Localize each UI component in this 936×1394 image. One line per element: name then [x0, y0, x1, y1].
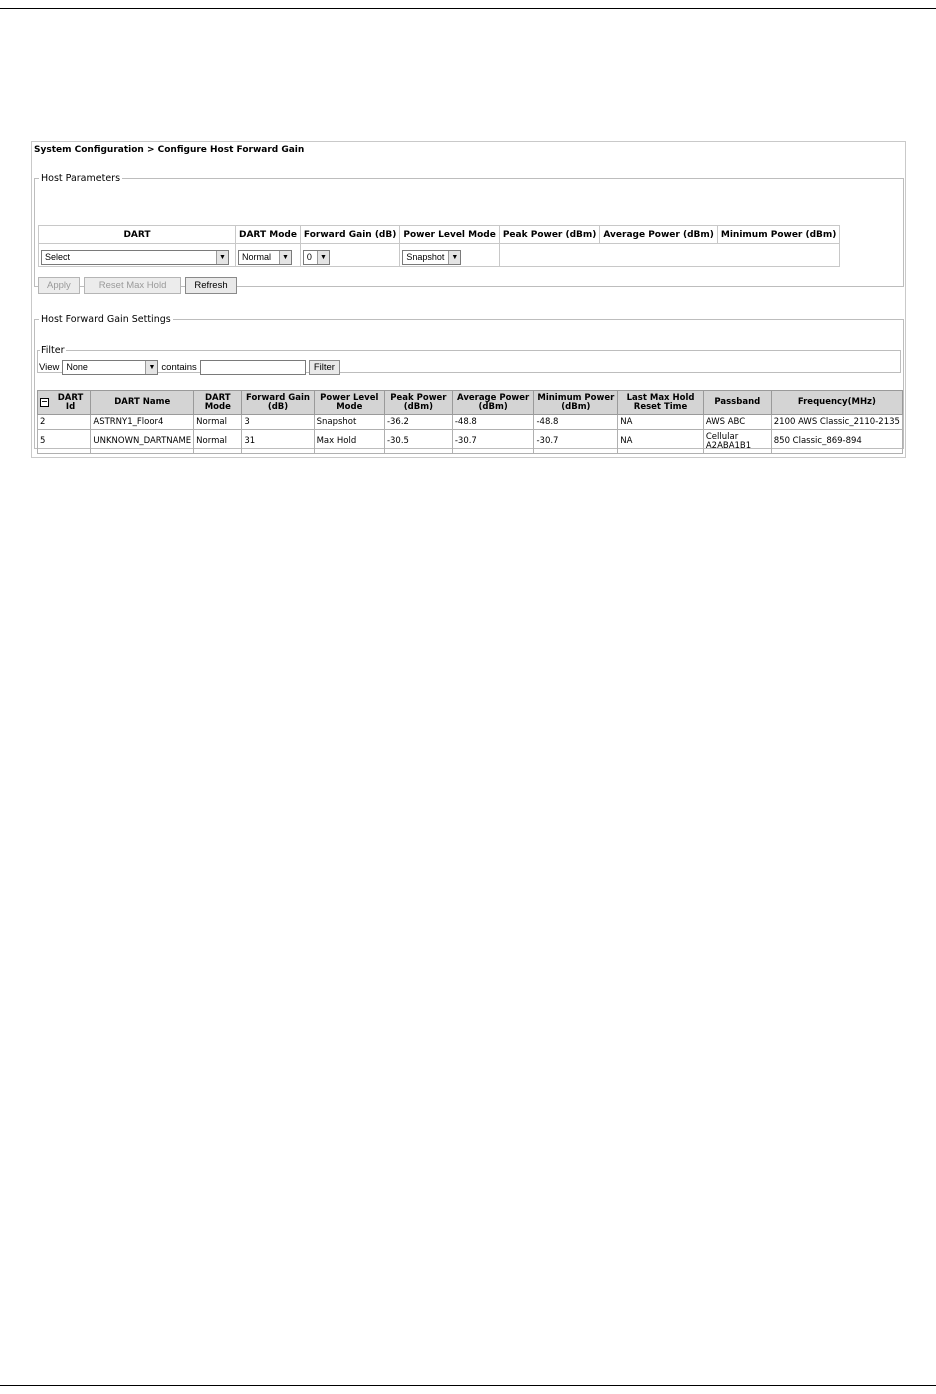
- forward-gain-select[interactable]: [303, 250, 330, 265]
- view-select-value: None: [66, 362, 88, 372]
- col-power-level-mode[interactable]: Power Level Mode: [314, 391, 384, 415]
- cell-peak-power: -30.5: [384, 430, 452, 454]
- cell-power-level-mode: Max Hold: [314, 430, 384, 454]
- table-header-row: [38, 391, 903, 415]
- table-row[interactable]: [38, 415, 903, 430]
- power-level-mode-cell: [400, 244, 499, 267]
- chevron-down-icon[interactable]: ▼: [145, 361, 157, 374]
- cell-dart-id: 5: [38, 430, 91, 454]
- host-parameters-table: [38, 225, 840, 267]
- col-peak-power: Peak Power (dBm): [499, 226, 600, 244]
- chevron-down-icon[interactable]: ▼: [448, 251, 460, 264]
- host-parameters-group: [34, 173, 904, 291]
- cell-dart-name: ASTRNY1_Floor4: [91, 415, 194, 430]
- col-peak-power[interactable]: Peak Power (dBm): [384, 391, 452, 415]
- cell-frequency: 850 Classic_869-894: [771, 430, 902, 454]
- cell-forward-gain: 3: [242, 415, 314, 430]
- host-forward-gain-settings-legend: Host Forward Gain Settings: [41, 314, 171, 325]
- cell-frequency: 2100 AWS Classic_2110-2135: [771, 415, 902, 430]
- col-power-level-mode: Power Level Mode: [400, 226, 499, 244]
- cell-dart-name: UNKNOWN_DARTNAME: [91, 430, 194, 454]
- col-dart: DART: [39, 226, 236, 244]
- power-level-mode-select-value: Snapshot: [406, 252, 445, 262]
- col-dart-id-label: DART Id: [57, 392, 84, 412]
- cell-average-power: -48.8: [452, 415, 534, 430]
- cell-forward-gain: 31: [242, 430, 314, 454]
- col-dart-name[interactable]: DART Name: [91, 391, 194, 415]
- cell-minimum-power: -48.8: [534, 415, 618, 430]
- filter-row: [39, 360, 340, 375]
- dart-mode-select[interactable]: [238, 250, 292, 265]
- contains-input[interactable]: [200, 360, 306, 375]
- chevron-down-icon[interactable]: ▼: [279, 251, 291, 264]
- host-forward-gain-settings-group: [34, 314, 904, 449]
- contains-label: contains: [161, 362, 197, 373]
- refresh-button[interactable]: Refresh: [185, 277, 236, 294]
- col-forward-gain[interactable]: Forward Gain (dB): [242, 391, 314, 415]
- dart-cell: [39, 244, 236, 267]
- forward-gain-cell: [300, 244, 399, 267]
- view-select[interactable]: [62, 360, 158, 375]
- host-parameters-buttons: [38, 277, 237, 294]
- col-minimum-power[interactable]: Minimum Power (dBm): [534, 391, 618, 415]
- host-forward-gain-table: [37, 390, 903, 454]
- reset-max-hold-button[interactable]: Reset Max Hold: [84, 277, 182, 294]
- col-minimum-power: Minimum Power (dBm): [717, 226, 840, 244]
- cell-dart-id: 2: [38, 415, 91, 430]
- cell-dart-mode: Normal: [194, 415, 242, 430]
- col-passband[interactable]: Passband: [703, 391, 771, 415]
- cell-peak-power: -36.2: [384, 415, 452, 430]
- page-bottom-rule: [0, 1385, 936, 1386]
- dart-mode-select-value: Normal: [242, 252, 272, 262]
- configure-host-forward-gain-panel: [31, 141, 906, 458]
- apply-button[interactable]: Apply: [38, 277, 80, 294]
- collapse-icon[interactable]: −: [41, 397, 48, 406]
- cell-dart-mode: Normal: [194, 430, 242, 454]
- col-dart-mode: DART Mode: [236, 226, 301, 244]
- col-last-max-hold-reset-time[interactable]: Last Max Hold Reset Time: [618, 391, 704, 415]
- cell-last-max-hold-reset-time: NA: [618, 415, 704, 430]
- host-parameters-legend: Host Parameters: [41, 173, 121, 184]
- page-top-rule: [0, 8, 936, 9]
- view-label: View: [39, 362, 60, 373]
- cell-passband: AWS ABC: [703, 415, 771, 430]
- cell-last-max-hold-reset-time: NA: [618, 430, 704, 454]
- col-forward-gain: Forward Gain (dB): [300, 226, 399, 244]
- filter-group: [37, 345, 901, 373]
- col-frequency[interactable]: Frequency(MHz): [771, 391, 902, 415]
- dart-mode-cell: [236, 244, 301, 267]
- power-level-mode-select[interactable]: [402, 250, 461, 265]
- col-average-power: Average Power (dBm): [600, 226, 717, 244]
- cell-power-level-mode: Snapshot: [314, 415, 384, 430]
- dart-select[interactable]: [41, 250, 229, 265]
- cell-passband: Cellular A2ABA1B1: [703, 430, 771, 454]
- cell-average-power: -30.7: [452, 430, 534, 454]
- col-dart-mode[interactable]: DART Mode: [194, 391, 242, 415]
- filter-button[interactable]: Filter: [309, 360, 340, 375]
- filter-legend: Filter: [41, 345, 65, 356]
- col-dart-id[interactable]: [38, 391, 91, 415]
- breadcrumb: System Configuration > Configure Host Forward Gain: [34, 145, 305, 155]
- chevron-down-icon[interactable]: ▼: [317, 251, 329, 264]
- forward-gain-select-value: 0: [306, 252, 312, 262]
- chevron-down-icon[interactable]: ▼: [216, 251, 228, 264]
- col-average-power[interactable]: Average Power (dBm): [452, 391, 534, 415]
- dart-select-value: Select: [45, 252, 71, 262]
- cell-minimum-power: -30.7: [534, 430, 618, 454]
- power-readout-cell: [499, 244, 840, 267]
- table-row[interactable]: [38, 430, 903, 454]
